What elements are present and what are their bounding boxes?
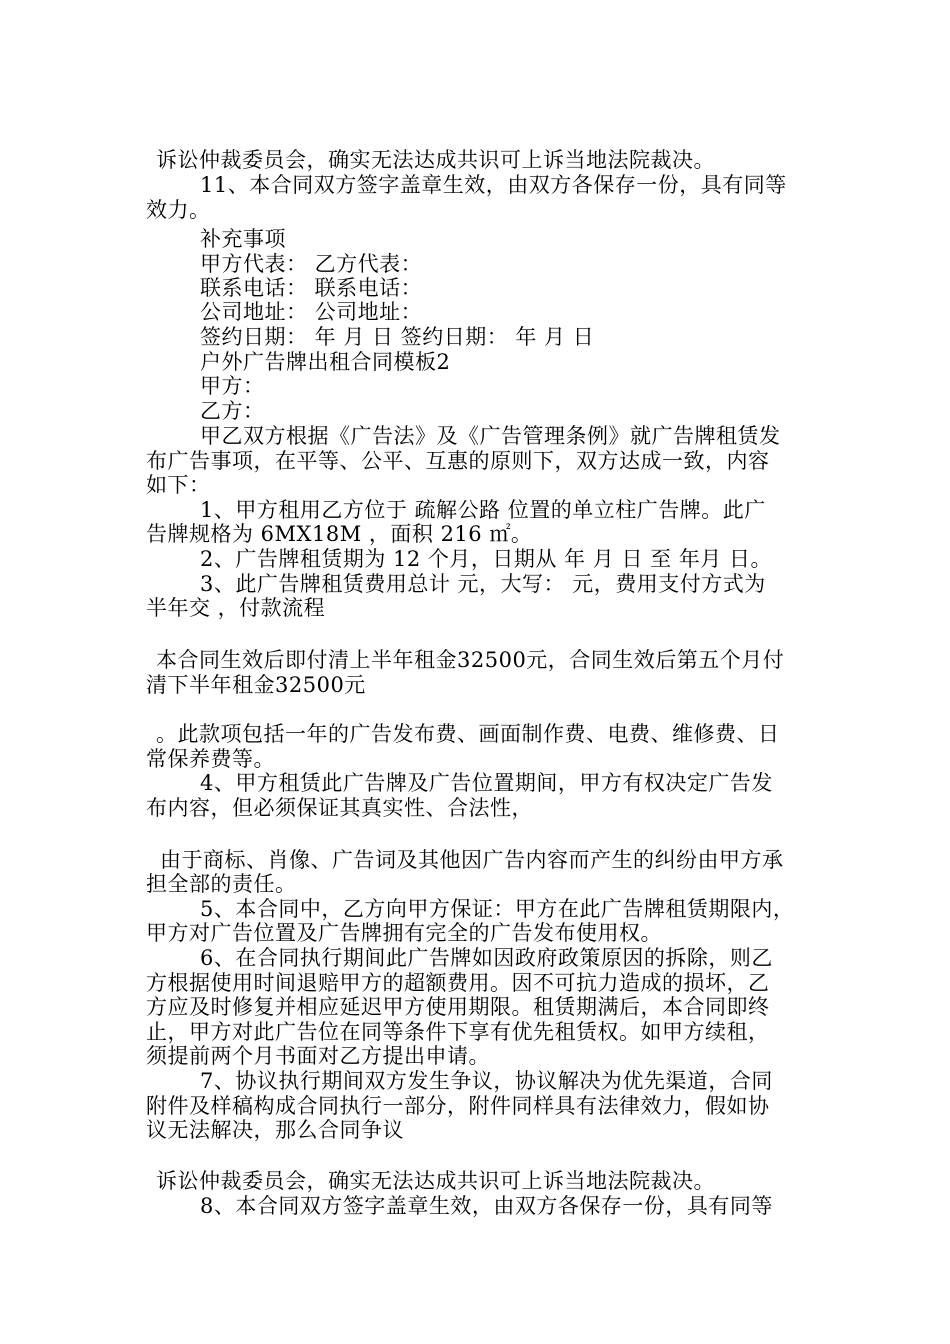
text-line: 2、广告牌租赁期为 12 个月，日期从 年 月 日 至 年月 日。 — [200, 547, 772, 571]
text-line: 担全部的责任。 — [146, 872, 297, 896]
text-line: 议无法解决，那么合同争议 — [146, 1118, 404, 1142]
text-line: 。此款项包括一年的广告发布费、画面制作费、电费、维修费、日 — [156, 722, 780, 746]
text-line: 甲方对广告位置及广告牌拥有完全的广告发布使用权。 — [146, 921, 662, 945]
text-line: 常保养费等。 — [146, 747, 275, 771]
text-line: 11、本合同双方签字盖章生效，由双方各保存一份，具有同等 — [200, 173, 787, 197]
text-line: 效力。 — [146, 198, 211, 222]
text-line: 3、此广告牌租赁费用总计 元，大写： 元，费用支付方式为 — [200, 572, 766, 596]
text-line: 4、甲方租赁此广告牌及广告位置期间，甲方有权决定广告发 — [200, 771, 773, 795]
text-line: 8、本合同双方签字盖章生效，由双方各保存一份，具有同等 — [200, 1194, 773, 1218]
text-line: 方根据使用时间退赔甲方的超额费用。因不可抗力造成的损坏，乙 — [146, 971, 770, 995]
text-line: 半年交 ，付款流程 — [146, 596, 326, 620]
text-line: 诉讼仲裁委员会，确实无法达成共识可上诉当地法院裁决。 — [156, 1169, 715, 1193]
text-line: 公司地址： 公司地址： — [200, 300, 423, 324]
text-line: 补充事项 — [200, 227, 286, 251]
text-line: 6、在合同执行期间此广告牌如因政府政策原因的拆除，则乙 — [200, 946, 773, 970]
text-line: 方应及时修复并相应延迟甲方使用期限。租赁期满后，本合同即终 — [146, 995, 770, 1019]
text-line: 联系电话： 联系电话： — [200, 276, 423, 300]
text-line: 布内容，但必须保证其真实性、合法性， — [146, 796, 533, 820]
text-line: 签约日期： 年 月 日 签约日期： 年 月 日 — [200, 325, 595, 349]
text-line: 甲方： — [200, 374, 265, 398]
text-line: 户外广告牌出租合同模板2 — [200, 350, 451, 374]
text-line: 如下： — [146, 473, 211, 497]
text-line: 5、本合同中，乙方向甲方保证：甲方在此广告牌租赁期限内， — [200, 897, 795, 921]
text-line: 甲乙双方根据《广告法》及《广告管理条例》就广告牌租赁发 — [200, 424, 781, 448]
text-line: 止，甲方对此广告位在同等条件下享有优先租赁权。如甲方续租， — [146, 1020, 770, 1044]
text-line: 由于商标、肖像、广告词及其他因广告内容而产生的纠纷由甲方承 — [160, 848, 784, 872]
text-line: 布广告事项，在平等、公平、互惠的原则下，双方达成一致，内容 — [146, 449, 770, 473]
text-line: 须提前两个月书面对乙方提出申请。 — [146, 1044, 490, 1068]
text-line: 附件及样稿构成合同执行一部分，附件同样具有法律效力，假如协 — [146, 1094, 770, 1118]
text-line: 本合同生效后即付清上半年租金32500元，合同生效后第五个月付 — [156, 648, 785, 672]
text-line: 7、协议执行期间双方发生争议，协议解决为优先渠道，合同 — [200, 1069, 773, 1093]
text-line: 1、甲方租用乙方位于 疏解公路 位置的单立柱广告牌。此广 — [200, 498, 766, 522]
text-line: 诉讼仲裁委员会，确实无法达成共识可上诉当地法院裁决。 — [156, 148, 715, 172]
text-line: 清下半年租金32500元 — [146, 673, 366, 697]
text-line: 告牌规格为 6MX18M ，面积 216 ㎡。 — [146, 522, 533, 546]
text-line: 甲方代表： 乙方代表： — [200, 252, 423, 276]
text-line: 乙方： — [200, 399, 265, 423]
